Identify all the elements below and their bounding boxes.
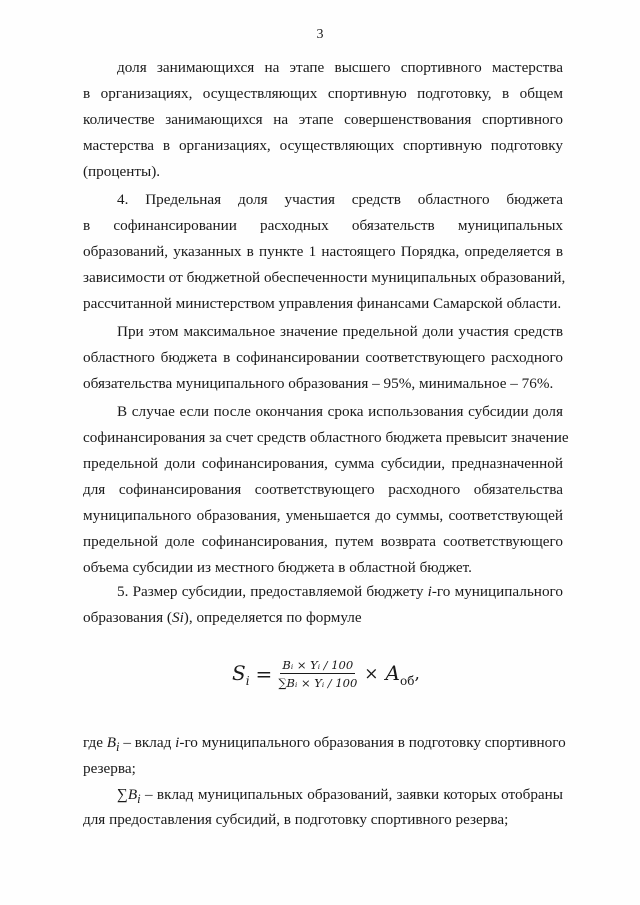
formula-equals: = — [255, 662, 273, 686]
text-line: мастерства в организациях, осуществляющих спортивную подготовку — [83, 137, 563, 154]
formula-fraction — [278, 658, 357, 690]
text-line: объема субсидии из местного бюджета в областной бюджет. — [83, 559, 472, 576]
definition-1-line-1: где $B_i$ – вклад i-го муниципального образования в подготовку спортивного — [83, 734, 566, 755]
formula-lhs: $S_i$ — [232, 660, 250, 688]
formula-times: × — [364, 664, 379, 684]
text-line: областного бюджета в софинансировании соответствующего расходного — [83, 349, 563, 366]
variable: Si — [171, 609, 184, 626]
text-line: в софинансировании расходных обязательств муниципальных — [83, 217, 563, 234]
definition-2-line-1: $\sum B_i$ – вклад муниципальных образований, заявки которых отобраны — [117, 786, 563, 807]
formula-a: $A_{об}$ — [385, 660, 415, 688]
variable: B — [127, 786, 138, 803]
text-line: доля занимающихся на этапе высшего спортивного мастерства — [117, 59, 563, 76]
text-line: образований, указанных в пункте 1 настоящего Порядка, определяется в — [83, 243, 563, 260]
text-line: в организациях, осуществляющих спортивную подготовку, в общем — [83, 85, 563, 102]
text-line: софинансирования за счет средств областного бюджета превысит значение — [83, 429, 569, 446]
section-5-line-2 — [83, 608, 563, 628]
formula-comma: , — [414, 664, 420, 684]
definition-1-line-2: резерва; — [83, 760, 136, 777]
text-fragment: 5. Размер субсидии, предоставляемой бюджету — [117, 583, 428, 600]
text-fragment: -го муниципального — [431, 583, 563, 600]
formula-denominator: ∑Bᵢ × Yᵢ / 100 — [278, 676, 358, 690]
text-line: предельной доле софинансирования, путем возврата соответствующего — [83, 533, 563, 550]
text-fragment: ), определяется по формуле — [183, 609, 362, 626]
variable: B — [106, 734, 117, 751]
text-line: При этом максимальное значение предельной доли участия средств — [117, 323, 563, 340]
text-line: для софинансирования соответствующего расходного обязательства — [83, 481, 563, 498]
variable: i — [175, 734, 180, 751]
definition-2-line-2: для предоставления субсидий, в подготовку спортивного резерва; — [83, 811, 509, 828]
text-line: обязательства муниципального образования – 95%, минимальное – 76%. — [83, 375, 554, 392]
formula — [232, 658, 420, 690]
text-line: 4. Предельная доля участия средств областного бюджета — [117, 191, 563, 208]
text-fragment: образования ( — [83, 609, 172, 626]
text-line: (проценты). — [83, 163, 161, 180]
variable: i — [427, 583, 432, 600]
text-line: количестве занимающихся на этапе совершенствования спортивного — [83, 111, 563, 128]
text-line: предельной доли софинансирования, сумма субсидии, предназначенной — [83, 455, 563, 472]
text-line: зависимости от бюджетной обеспеченности муниципальных образований, — [83, 269, 566, 286]
text-line: рассчитанной министерством управления финансами Самарской области. — [83, 295, 562, 312]
formula-numerator: Bᵢ × Yᵢ / 100 — [282, 658, 354, 672]
section-5-line-1 — [117, 582, 563, 602]
text-line: муниципального образования, уменьшается до суммы, соответствующей — [83, 507, 563, 524]
page-number: 3 — [316, 27, 324, 42]
text-line: В случае если после окончания срока использования субсидии доля — [117, 403, 563, 420]
